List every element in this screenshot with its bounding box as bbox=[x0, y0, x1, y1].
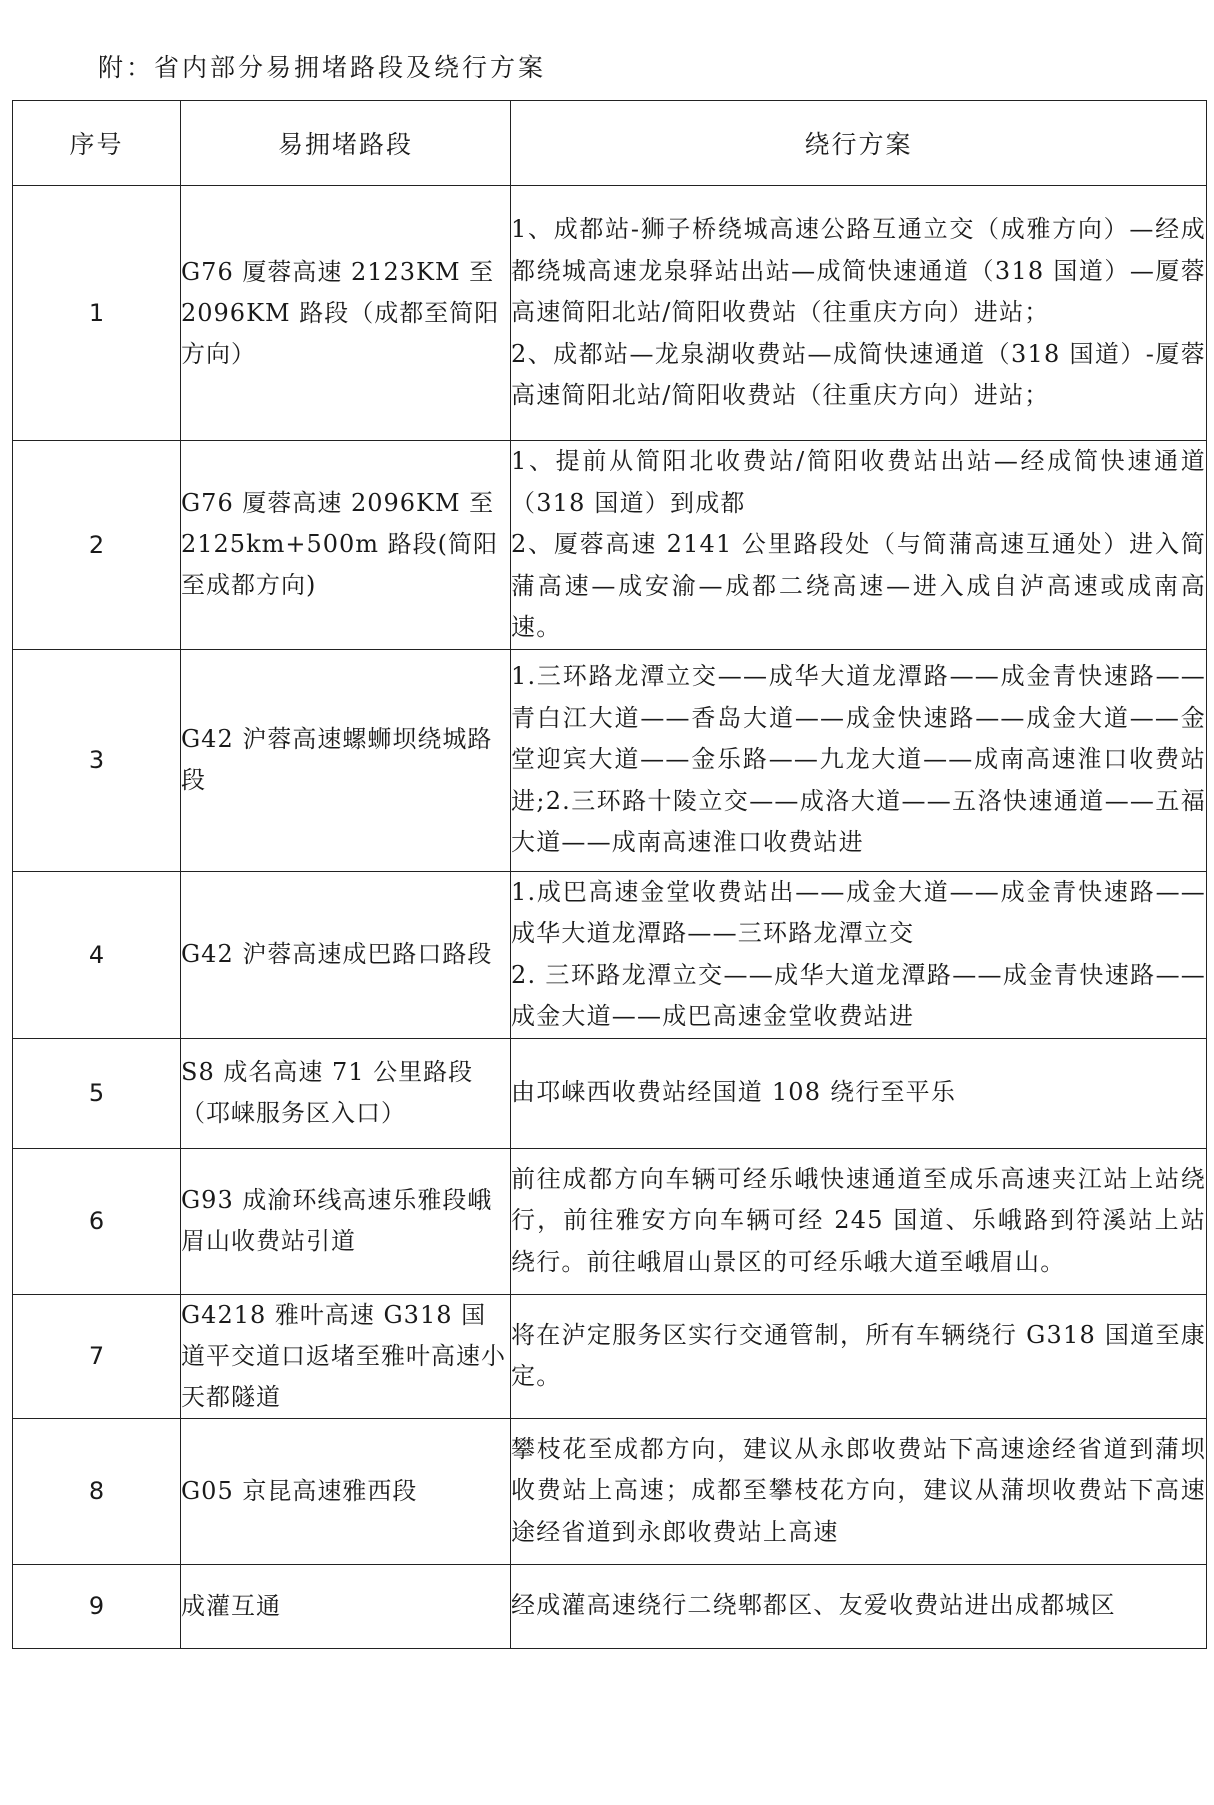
plan-line: 2. 三环路龙潭立交——成华大道龙潭路——成金青快速路——成金大道——成巴高速金堂收费站进 bbox=[511, 960, 1206, 1030]
section-text: S8 成名高速 71 公里路段（邛崃服务区入口） bbox=[181, 1058, 474, 1127]
row-plan bbox=[511, 186, 1207, 441]
table-row bbox=[13, 1148, 1207, 1294]
row-plan bbox=[511, 1294, 1207, 1418]
row-plan bbox=[511, 1038, 1207, 1148]
row-plan bbox=[511, 441, 1207, 650]
row-number: 6 bbox=[13, 1148, 181, 1294]
row-section bbox=[181, 186, 511, 441]
plan-line: 将在泸定服务区实行交通管制，所有车辆绕行 G318 国道至康定。 bbox=[511, 1320, 1206, 1390]
plan-line: 1、提前从简阳北收费站/简阳收费站出站—经成简快速通道（318 国道）到成都 bbox=[511, 447, 1206, 517]
row-number: 7 bbox=[13, 1294, 181, 1418]
row-section bbox=[181, 1418, 511, 1564]
row-section bbox=[181, 649, 511, 871]
table-row bbox=[13, 871, 1207, 1038]
row-number: 3 bbox=[13, 649, 181, 871]
table-row bbox=[13, 1038, 1207, 1148]
row-number: 5 bbox=[13, 1038, 181, 1148]
table-row bbox=[13, 186, 1207, 441]
row-number: 8 bbox=[13, 1418, 181, 1564]
row-number: 2 bbox=[13, 441, 181, 650]
section-text: G42 沪蓉高速螺蛳坝绕城路段 bbox=[181, 725, 493, 794]
plan-line: 2、成都站—龙泉湖收费站—成简快速通道（318 国道）-厦蓉高速简阳北站/简阳收费站（往重庆方向）进站； bbox=[511, 339, 1206, 410]
table-row bbox=[13, 1418, 1207, 1564]
section-text: 成灌互通 bbox=[181, 1591, 281, 1620]
plan-line: 1、成都站-狮子桥绕城高速公路互通立交（成雅方向）—经成都绕城高速龙泉驿站出站—成简快速通道（318 国道）—厦蓉高速简阳北站/简阳收费站（往重庆方向）进站； bbox=[511, 215, 1206, 327]
row-number: 9 bbox=[13, 1564, 181, 1648]
row-plan bbox=[511, 1564, 1207, 1648]
table-row bbox=[13, 1294, 1207, 1418]
row-number: 1 bbox=[13, 186, 181, 441]
plan-line: 1.成巴高速金堂收费站出——成金大道——成金青快速路——成华大道龙潭路——三环路龙潭立交 bbox=[511, 877, 1206, 947]
section-text: G4218 雅叶高速 G318 国道平交道口返堵至雅叶高速小天都隧道 bbox=[181, 1300, 506, 1411]
header-num: 序号 bbox=[13, 101, 181, 186]
row-plan bbox=[511, 871, 1207, 1038]
row-section bbox=[181, 1294, 511, 1418]
section-text: G76 厦蓉高速 2096KM 至 2125km+500m 路段(简阳至成都方向) bbox=[181, 489, 499, 600]
row-plan bbox=[511, 1148, 1207, 1294]
row-section bbox=[181, 1038, 511, 1148]
plan-line: 经成灌高速绕行二绕郫都区、友爱收费站进出成都城区 bbox=[511, 1591, 1116, 1620]
row-plan bbox=[511, 649, 1207, 871]
plan-line: 1.三环路龙潭立交——成华大道龙潭路——成金青快速路——青白江大道——香岛大道——成金快速路——成金大道——金堂迎宾大道——金乐路——九龙大道——成南高速淮口收费站进;2.三环路十陵立交——成洛大道——五洛快速通道——五福大道——成南高速淮口收费站进 bbox=[511, 662, 1206, 857]
row-section bbox=[181, 1148, 511, 1294]
row-section bbox=[181, 871, 511, 1038]
header-section: 易拥堵路段 bbox=[181, 101, 511, 186]
section-text: G42 沪蓉高速成巴路口路段 bbox=[181, 940, 493, 968]
table-row bbox=[13, 441, 1207, 650]
plan-line: 攀枝花至成都方向，建议从永郎收费站下高速途经省道到蒲坝收费站上高速；成都至攀枝花方向，建议从蒲坝收费站下高速途经省道到永郎收费站上高速 bbox=[511, 1434, 1206, 1546]
section-text: G05 京昆高速雅西段 bbox=[181, 1476, 418, 1505]
plan-line: 2、厦蓉高速 2141 公里路段处（与简蒲高速互通处）进入简蒲高速—成安渝—成都二绕高速—进入成自泸高速或成南高速。 bbox=[511, 530, 1206, 641]
plan-line: 由邛崃西收费站经国道 108 绕行至平乐 bbox=[511, 1078, 957, 1107]
table-header-row bbox=[13, 101, 1207, 186]
row-number: 4 bbox=[13, 871, 181, 1038]
row-section bbox=[181, 441, 511, 650]
page-caption: 附：省内部分易拥堵路段及绕行方案 bbox=[98, 53, 547, 82]
table-row bbox=[13, 649, 1207, 871]
detour-table bbox=[12, 100, 1207, 1649]
section-text: G76 厦蓉高速 2123KM 至 2096KM 路段（成都至简阳方向） bbox=[181, 257, 500, 368]
section-text: G93 成渝环线高速乐雅段峨眉山收费站引道 bbox=[181, 1186, 493, 1255]
row-section bbox=[181, 1564, 511, 1648]
row-plan bbox=[511, 1418, 1207, 1564]
plan-line: 前往成都方向车辆可经乐峨快速通道至成乐高速夹江站上站绕行，前往雅安方向车辆可经 245 国道、乐峨路到符溪站上站绕行。前往峨眉山景区的可经乐峨大道至峨眉山。 bbox=[511, 1164, 1206, 1276]
header-plan: 绕行方案 bbox=[511, 101, 1207, 186]
table-row bbox=[13, 1564, 1207, 1648]
